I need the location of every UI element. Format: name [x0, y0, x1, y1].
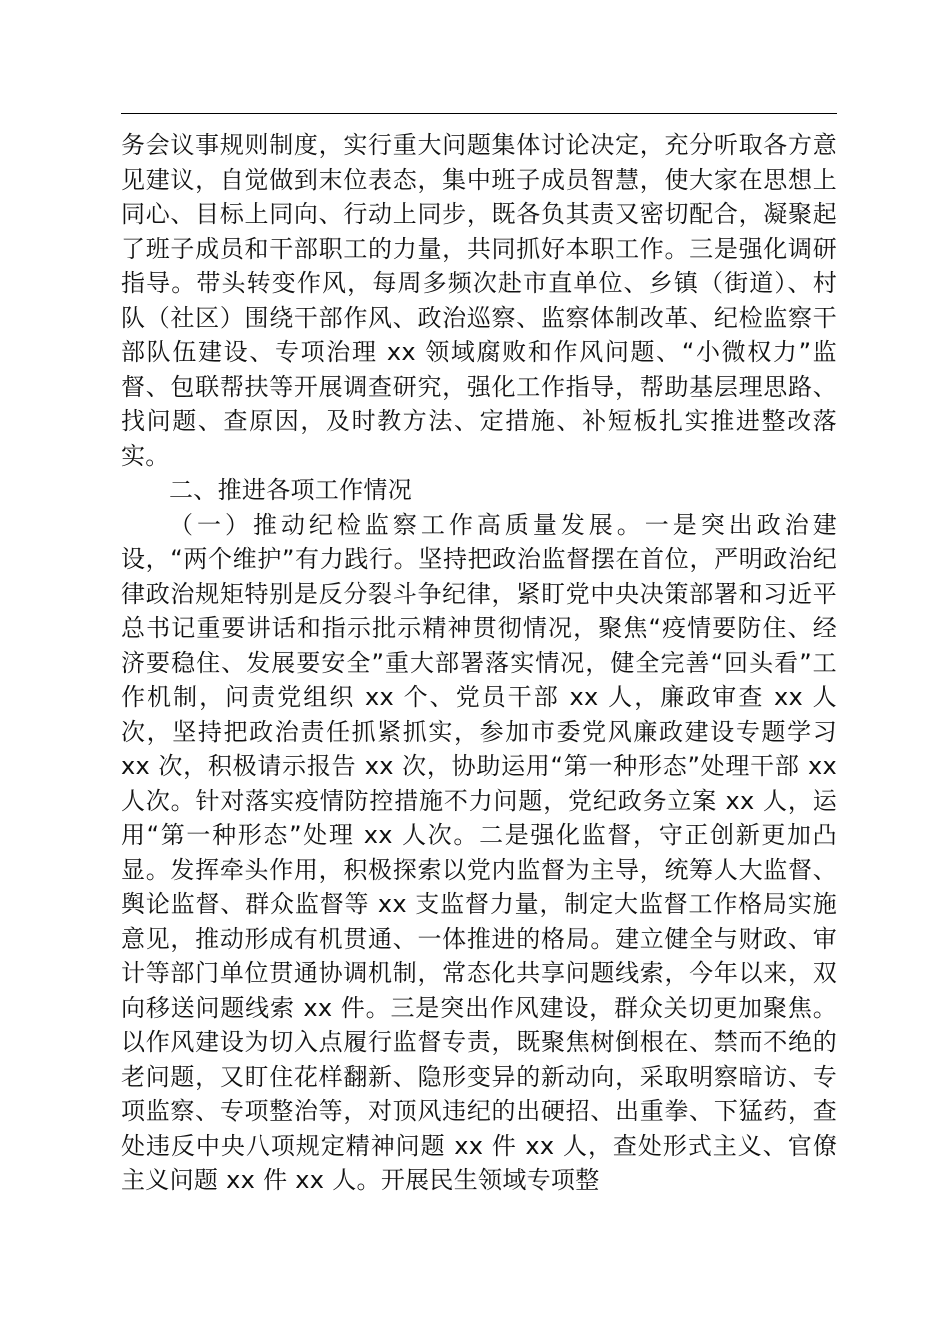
- section-heading: 二、推进各项工作情况: [169, 476, 412, 504]
- paragraph-continuation: 务会议事规则制度，实行重大问题集体讨论决定，充分听取各方意见建议，自觉做到末位表态，集中班子成员智慧，使大家在思想上同心、目标上同向、行动上同步，既各负其责又密切配合，凝聚起了班子成员和干部职工的力量，共同抓好本职工作。三是强化调研指导。带头转变作风，每周多频次赴市直单位、乡镇（街道）、村队（社区）围绕干部作风、政治巡察、监察体制改革、纪检监察干部队伍建设、专项治理 xx 领域腐败和作风问题、“小微权力”监督、包联帮扶等开展调查研究，强化工作指导，帮助基层理思路、找问题、查原因，及时教方法、定措施、补短板扎实推进整改落实。: [121, 131, 837, 470]
- document-body: [121, 128, 837, 1198]
- header-rule: [121, 113, 837, 114]
- paragraph-main: （一）推动纪检监察工作高质量发展。一是突出政治建设，“两个维护”有力践行。坚持把政治监督摆在首位，严明政治纪律政治规矩特别是反分裂斗争纪律，紧盯党中央决策部署和习近平总书记重要讲话和指示批示精神贯彻情况，聚焦“疫情要防住、经济要稳住、发展要安全”重大部署落实情况，健全完善“回头看”工作机制，问责党组织 xx 个、党员干部 xx 人，廉政审查 xx 人次，坚持把政治责任抓紧抓实，参加市委党风廉政建设专题学习 xx 次，积极请示报告 xx 次，协助运用“第一种形态”处理干部 xx 人次。针对落实疫情防控措施不力问题，党纪政务立案 xx 人，运用“第一种形态”处理 xx 人次。二是强化监督，守正创新更加凸显。发挥牵头作用，积极探索以党内监督为主导，统筹人大监督、舆论监督、群众监督等 xx 支监督力量，制定大监督工作格局实施意见，推动形成有机贯通、一体推进的格局。建立健全与财政、审计等部门单位贯通协调机制，常态化共享问题线索，今年以来，双向移送问题线索 xx 件。三是突出作风建设，群众关切更加聚焦。以作风建设为切入点履行监督专责，既聚焦树倒根在、禁而不绝的老问题，又盯住花样翻新、隐形变异的新动向，采取明察暗访、专项监察、专项整治等，对顶风违纪的出硬招、出重拳、下猛药，查处违反中央八项规定精神问题 xx 件 xx 人，查处形式主义、官僚主义问题 xx 件 xx 人。开展民生领域专项整: [121, 510, 837, 1194]
